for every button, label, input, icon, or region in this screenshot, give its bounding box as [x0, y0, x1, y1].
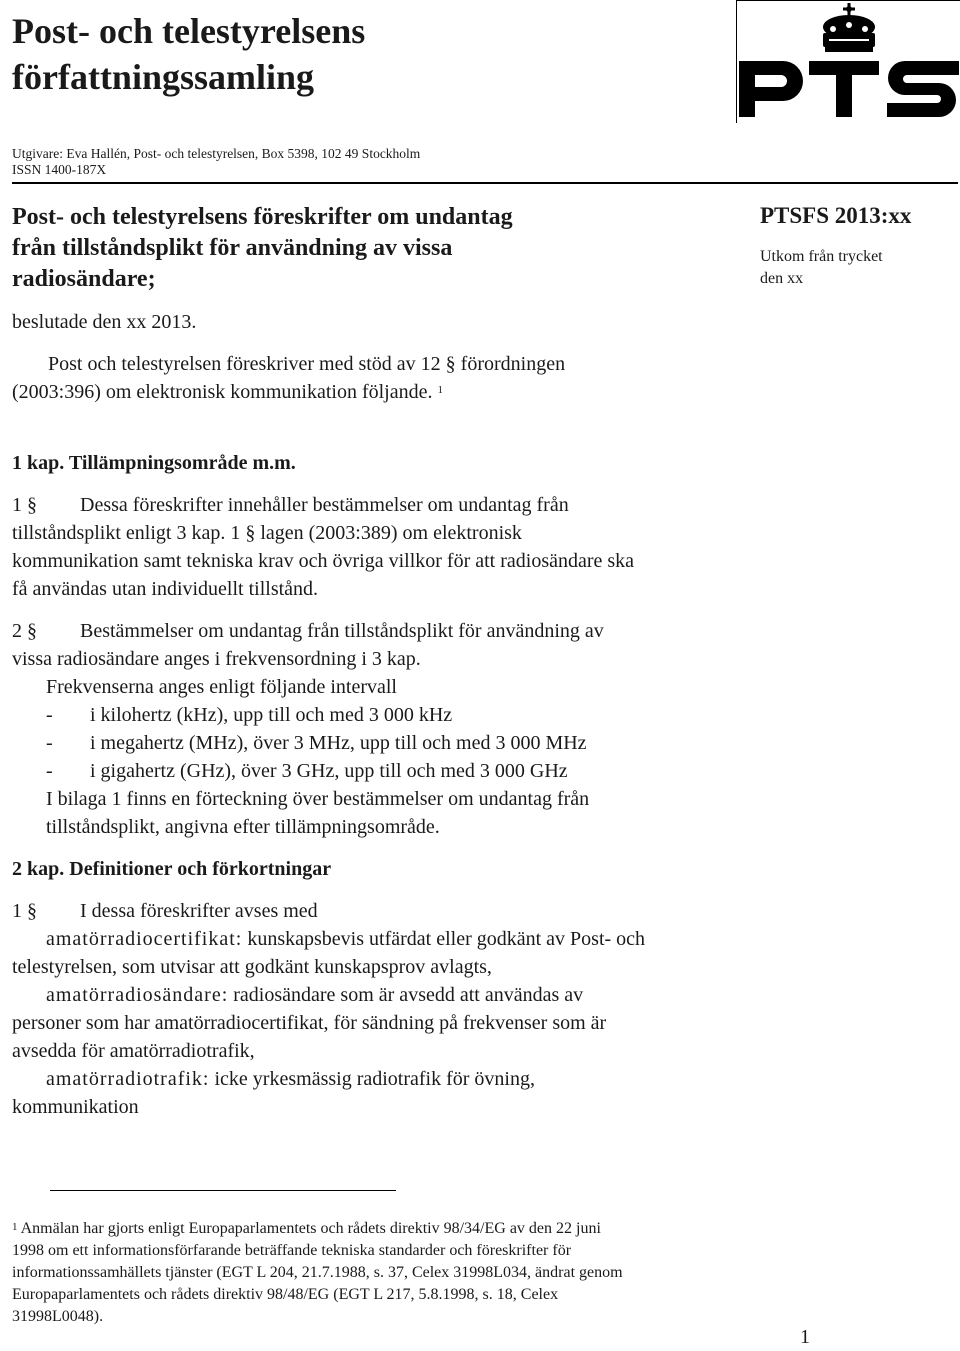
decision-date: beslutade den xx 2013. — [12, 311, 197, 333]
list-dash: - — [46, 760, 53, 782]
definition-text: kunskapsbevis utfärdat eller godkänt av Post- och — [242, 928, 646, 950]
paragraph-number: 1 § — [12, 494, 37, 516]
intro-text: (2003:396) om elektronisk kommunikation följande. — [12, 381, 433, 403]
footnote-line: Europaparlamentets och rådets direktiv 98/48/EG (EGT L 217, 5.8.1998, s. 18, Celex — [12, 1286, 559, 1303]
list-item — [46, 701, 587, 729]
list-item-text: i gigahertz (GHz), över 3 GHz, upp till och med 3 000 GHz — [90, 760, 568, 782]
status-line: Utkom från trycket — [760, 248, 883, 265]
definition-term: amatörradiosändare: — [46, 984, 229, 1006]
paragraph-line: I dessa föreskrifter avses med — [80, 900, 318, 922]
list-item — [46, 757, 587, 785]
list-dash: - — [46, 704, 53, 726]
intro-line: Post och telestyrelsen föreskriver med stöd av 12 § förordningen — [48, 353, 566, 375]
definition-text: icke yrkesmässig radiotrafik för övning, — [209, 1068, 535, 1090]
publication-status — [760, 246, 883, 290]
definition-text: avsedda för amatörradiotrafik, — [12, 1040, 255, 1062]
definition-term: amatörradiocertifikat: — [46, 928, 243, 950]
list-item — [46, 729, 587, 757]
definition-list — [12, 925, 645, 1121]
paragraph-number: 1 § — [12, 900, 37, 922]
footnote-reference[interactable]: 1 — [437, 384, 443, 396]
annex-line: tillståndsplikt, angivna efter tillämpningsområde. — [46, 816, 440, 838]
frequency-intro: Frekvenserna anges enligt följande intervall — [46, 676, 397, 698]
publication-title-line2: författningssamling — [12, 57, 315, 97]
annex-note — [46, 785, 589, 841]
ch2-p1 — [12, 897, 318, 925]
footnote-line: 31998L0048). — [12, 1308, 104, 1325]
issn-line: ISSN 1400-187X — [12, 162, 107, 177]
publisher-line: Utgivare: Eva Hallén, Post- och telestyrelsen, Box 5398, 102 49 Stockholm — [12, 146, 421, 161]
list-item-text: i kilohertz (kHz), upp till och med 3 000 kHz — [90, 704, 453, 726]
regulation-title-line: Post- och telestyrelsens föreskrifter om undantag — [12, 204, 513, 230]
definition-term: amatörradiotrafik: — [46, 1068, 210, 1090]
pts-logo — [736, 0, 960, 123]
regulation-title — [12, 202, 513, 295]
footnote-line: Anmälan har gjorts enligt Europaparlamentets och rådets direktiv 98/34/EG av den 22 juni — [20, 1220, 601, 1237]
regulation-title-line: från tillståndsplikt för användning av vissa — [12, 235, 453, 261]
ch1-p1 — [12, 491, 634, 603]
paragraph-line: Dessa föreskrifter innehåller bestämmelser om undantag från — [80, 494, 569, 516]
regulation-title-line: radiosändare; — [12, 266, 156, 292]
definition-text: radiosändare som är avsedd att användas av — [228, 984, 584, 1006]
definition-text: kommunikation — [12, 1096, 139, 1118]
intro-line — [12, 378, 443, 406]
footnote-line: informationssamhällets tjänster (EGT L 204, 21.7.1988, s. 37, Celex 31998L034, ändrat genom — [12, 1264, 623, 1281]
paragraph-line: få användas utan individuellt tillstånd. — [12, 578, 319, 600]
definition-item — [12, 1065, 645, 1093]
publisher-info — [12, 146, 420, 178]
status-line: den xx — [760, 270, 804, 287]
regulation-code: PTSFS 2013:xx — [760, 203, 912, 228]
definition-text: telestyrelsen, som utvisar att godkänt kunskapsprov avlagts, — [12, 956, 492, 978]
footnote-line: 1998 om ett informationsförfarande beträffande tekniska standarder och föreskrifter för — [12, 1242, 572, 1259]
definition-item — [12, 925, 645, 953]
chapter2-heading: 2 kap. Definitioner och förkortningar — [12, 858, 332, 880]
paragraph-number: 2 § — [12, 620, 37, 642]
header-divider — [12, 182, 958, 184]
footnote — [12, 1218, 623, 1328]
footnote-marker: 1 — [12, 1221, 18, 1233]
list-dash: - — [46, 732, 53, 754]
paragraph-line: kommunikation samt tekniska krav och övriga villkor för att radiosändare ska — [12, 550, 635, 572]
chapter1-heading: 1 kap. Tillämpningsområde m.m. — [12, 452, 296, 474]
ch1-p2 — [12, 617, 604, 673]
footnote-divider — [50, 1190, 396, 1191]
paragraph-line: Bestämmelser om undantag från tillståndsplikt för användning av — [80, 620, 604, 642]
paragraph-line: tillståndsplikt enligt 3 kap. 1 § lagen (2003:389) om elektronisk — [12, 522, 522, 544]
publication-title — [12, 8, 365, 100]
annex-line: I bilaga 1 finns en förteckning över bestämmelser om undantag från — [46, 788, 590, 810]
frequency-list — [46, 701, 587, 785]
list-item-text: i megahertz (MHz), över 3 MHz, upp till och med 3 000 MHz — [90, 732, 587, 754]
page-number: 1 — [800, 1326, 810, 1348]
definition-item — [12, 981, 645, 1009]
publication-title-line1: Post- och telestyrelsens — [12, 11, 366, 51]
crown-icon — [737, 1, 960, 123]
paragraph-line: vissa radiosändare anges i frekvensordning i 3 kap. — [12, 648, 421, 670]
definition-text: personer som har amatörradiocertifikat, för sändning på frekvenser som är — [12, 1012, 607, 1034]
